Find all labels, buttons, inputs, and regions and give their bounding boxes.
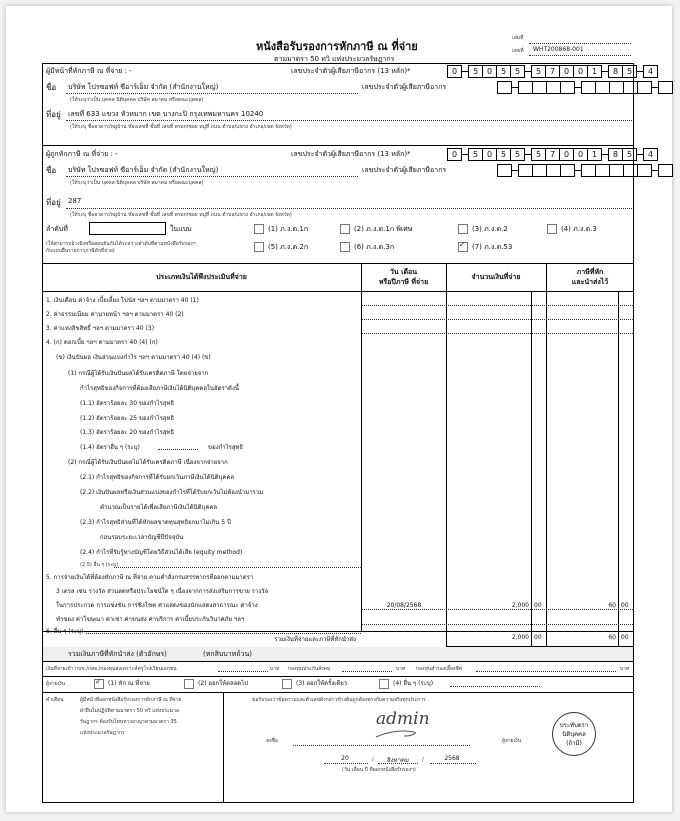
payment-amount-cents: 00	[534, 602, 542, 609]
warning-line-3: รัษฎากร ต้องรับโทษทางอาญาตามมาตรา 35	[80, 719, 177, 725]
stamp-text: นิติบุคคล	[562, 730, 586, 738]
payer-address-label: ที่อยู่	[46, 110, 61, 119]
digit: 0	[573, 66, 587, 77]
fund2-field[interactable]	[342, 671, 392, 672]
payer-sign-label: ผู้จ่ายเงิน	[502, 738, 522, 744]
form-option-pnd53[interactable]	[458, 242, 512, 253]
total-words-label: รวมเงินภาษีที่หักนำส่ง (ตัวอักษร)	[68, 650, 167, 658]
row-line	[362, 624, 633, 625]
option-label: (4) ภ.ง.ด.3	[561, 225, 597, 233]
option-label: (3) ออกให้ครั้งเดียว	[296, 680, 348, 687]
month-underline	[378, 763, 418, 764]
payer-type-other[interactable]	[379, 678, 433, 689]
digit: 5	[472, 66, 479, 76]
payee-taxid2-field[interactable]	[497, 164, 673, 176]
payer-name-value: บริษัท โปรซอฟท์ ซีอาร์เอ็ม จำกัด (สำนักงานใหญ่)	[68, 83, 219, 91]
checkbox-checked[interactable]	[458, 242, 468, 252]
payer-taxid2-label: เลขประจำตัวผู้เสียภาษีอากร	[362, 83, 447, 91]
income-row-2-2: (2.2) เงินปันผลหรือเงินส่วนแบ่งของกำไรที่ได้รับยกเว้นไม่ต้องนำมารวม	[80, 489, 264, 496]
fund3-field[interactable]	[476, 671, 616, 672]
payment-amount: 2,000	[511, 602, 529, 609]
checkbox[interactable]	[340, 224, 350, 234]
payee-section-label: ผู้ถูกหักภาษี ณ ที่จ่าย : -	[46, 150, 118, 158]
warning-line-2: ฝ่าฝืนไม่ปฏิบัติตามมาตรา 50 ทวิ แห่งประมวล	[80, 708, 179, 714]
divider	[223, 692, 224, 803]
checkbox[interactable]	[282, 679, 292, 689]
income-row-1-4: (1.4) อัตราอื่น ๆ (ระบุ)	[80, 444, 140, 451]
row-line	[362, 305, 633, 306]
total-tax-cents: 00	[621, 634, 629, 641]
cert-day: 20	[341, 755, 349, 762]
fund3-label: กองทุนสำรองเลี้ยงชีพ	[416, 666, 463, 672]
income-row-4b2: (2) กรณีผู้ได้รับเงินปันผลไม่ได้รับเครดิตภาษี เนื่องจากจ่ายจาก	[68, 459, 228, 466]
payee-address-hint: (ให้ระบุ ชื่ออาคาร/หมู่บ้าน ห้องเลขที่ ชั้นที่ เลขที่ ตรอก/ซอย หมู่ที่ ถนน ตำบล/แขวง อำเภอ/เขต จังหวัด)	[70, 212, 292, 218]
option-label: (3) ภ.ง.ด.2	[472, 225, 508, 233]
digit: 5	[535, 149, 542, 159]
row-line	[362, 609, 633, 610]
digit: 1	[587, 66, 601, 77]
checkbox[interactable]	[379, 679, 389, 689]
fund2-baht: บาท	[396, 666, 406, 672]
total-amount: 2,000	[511, 634, 529, 641]
signature: admin	[376, 709, 430, 729]
date-sep: /	[372, 757, 374, 763]
divider	[42, 145, 634, 146]
income-row-2-5: (2.5) อื่น ๆ (ระบุ)	[80, 562, 119, 568]
payer-address-hint: (ให้ระบุ ชื่ออาคาร/หมู่บ้าน ห้องเลขที่ ชั้นที่ เลขที่ ตรอก/ซอย หมู่ที่ ถนน ตำบล/แขวง อำเภอ/เขต จังหวัด)	[70, 124, 292, 130]
totals-top-border	[42, 631, 634, 632]
digit: 4	[647, 66, 654, 76]
payer-taxid2-field[interactable]	[497, 81, 673, 93]
payee-taxid-label: เลขประจำตัวผู้เสียภาษีอากร (13 หลัก)*	[291, 150, 411, 158]
header-amount: จำนวนเงินที่จ่าย	[471, 273, 521, 281]
payer-type-withhold[interactable]	[94, 678, 150, 689]
income-row-1-1: (1.1) อัตราร้อยละ 30 ของกำไรสุทธิ	[80, 400, 175, 407]
payee-name-label: ชื่อ	[46, 166, 57, 175]
certificate-page	[6, 6, 672, 812]
form-option-pnd3k[interactable]	[340, 242, 394, 253]
checkbox[interactable]	[254, 224, 264, 234]
tax-amount: 60	[608, 602, 616, 609]
col-divider	[546, 263, 547, 646]
seq-input[interactable]	[89, 222, 166, 235]
digit: 5	[535, 66, 542, 76]
payer-taxid-label: เลขประจำตัวผู้เสียภาษีอากร (13 หลัก)*	[291, 67, 411, 75]
fund2-label: กองทุนประกันสังคม	[288, 666, 331, 672]
income-row-4b1-cont: กำไรสุทธิของกิจการที่ต้องเสียภาษีเงินได้นิติบุคคลในอัตราดังนี้	[80, 385, 239, 392]
digit: 7	[545, 149, 559, 160]
checkbox[interactable]	[547, 224, 557, 234]
income-row-3: 3. ค่าแห่งลิขสิทธิ์ ฯลฯ ตามมาตรา 40 (3)	[46, 325, 155, 332]
income-row-1: 1. เงินเดือน ค่าจ้าง เบี้ยเลี้ยง โบนัส ฯลฯ ตามมาตรา 40 (1)	[46, 297, 199, 304]
header-tax-1: ภาษีที่หัก	[576, 268, 604, 276]
checkbox[interactable]	[184, 679, 194, 689]
header-date-2: หรือปีภาษี ที่จ่าย	[378, 278, 429, 286]
form-option-pnd1k[interactable]	[254, 224, 308, 235]
tax-amount-cents: 00	[621, 602, 629, 609]
header-income-type: ประเภทเงินได้พึงประเมินที่จ่าย	[156, 273, 247, 281]
income-row-5-cont3: ทำของ ค่าโฆษณา ค่าเช่า ค่าขนส่ง ค่าบริการ ค่าเบี้ยประกันวินาศภัย ฯลฯ	[56, 616, 245, 623]
col-divider	[618, 291, 619, 646]
digit: 5	[510, 66, 524, 77]
payee-address-label: ที่อยู่	[46, 198, 61, 207]
digit: 5	[510, 149, 524, 160]
doc-no-label: เลขที่	[512, 48, 524, 54]
form-option-pnd2k[interactable]	[254, 242, 308, 253]
payer-name-label: ชื่อ	[46, 83, 57, 92]
payer-taxid-field[interactable]	[447, 65, 658, 77]
date-hint: (วัน เดือน ปี ที่ออกหนังสือรับรองฯ)	[342, 767, 416, 773]
income-row-2-4: (2.4) กำไรที่รับรู้ทางบัญชีโดยวิธีส่วนได้เสีย (equity method)	[80, 549, 243, 556]
stamp-text: (ถ้ามี)	[566, 739, 582, 747]
income-row-2-2-cont: คำนวณเป็นรายได้เพื่อเสียภาษีเงินได้นิติบุคคล	[100, 504, 218, 511]
checkbox-checked[interactable]	[94, 679, 104, 689]
payee-address-value: 287	[68, 197, 82, 205]
payee-taxid-field[interactable]	[447, 148, 658, 160]
payer-section-label: ผู้มีหน้าที่หักภาษี ณ ที่จ่าย : -	[46, 67, 132, 75]
digit: 4	[647, 149, 654, 159]
fund1-field[interactable]	[218, 671, 268, 672]
digit: 0	[451, 66, 458, 76]
doc-no-value: WHT200868-001	[533, 46, 584, 53]
header-tax-2: และนำส่งไว้	[571, 278, 609, 286]
checkbox[interactable]	[458, 224, 468, 234]
income-row-1-3: (1.3) อัตราร้อยละ 20 ของกำไรสุทธิ	[80, 429, 175, 436]
company-stamp-placeholder	[552, 712, 596, 756]
form-option-pnd3[interactable]	[547, 224, 597, 235]
doc-no-underline	[529, 55, 631, 56]
digit: 0	[482, 149, 496, 160]
income-row-2: 2. ค่าธรรมเนียม ค่านายหน้า ฯลฯ ตามมาตรา 40 (2)	[46, 311, 184, 318]
date-sep: /	[422, 757, 424, 763]
payer-name-hint: (ให้ระบุว่าเป็น บุคคล นิติบุคคล บริษัท สมาคม หรือคณะบุคคล)	[70, 97, 204, 103]
digit: 7	[545, 66, 559, 77]
income-row-1-4-suffix: ของกำไรสุทธิ	[208, 444, 244, 451]
payee-address-underline	[66, 208, 632, 209]
other-specify-field[interactable]	[114, 567, 361, 568]
divider	[42, 676, 634, 677]
seq-hint-1: (ให้สามารถอ้างอิงหรือสอบยันกันได้ระหว่างลำดับที่ตามหนังสือรับรองฯ	[46, 241, 196, 247]
signature-flourish-icon	[374, 728, 424, 740]
digit: 0	[559, 149, 573, 160]
option-label: (2) ภ.ง.ด.1ก พิเศษ	[354, 225, 413, 233]
fund1-label: เงินที่จ่ายเข้า กบข./กสจ./กองทุนสงเคราะห์ครูโรงเรียนเอกชน	[46, 666, 177, 672]
payer-name-underline	[66, 93, 358, 94]
option-label: (7) ภ.ง.ด.53	[472, 243, 513, 251]
form-option-pnd1k-special[interactable]	[340, 224, 412, 235]
year-underline	[430, 763, 476, 764]
total-amount-cents: 00	[534, 634, 542, 641]
seq-label: ลำดับที่	[46, 225, 68, 233]
payer-type-always[interactable]	[184, 678, 248, 689]
payer-address-value: เลขที่ 633 แขวง หัวหมาก เขต บางกะปิ กรุงเทพมหานคร 10240	[68, 110, 264, 118]
digit: 0	[451, 149, 458, 159]
option-label: (6) ภ.ง.ด.3ก	[354, 243, 395, 251]
seq-hint-2: กับแบบยื่นรายการภาษีหักที่จ่าย)	[46, 248, 115, 254]
income-row-1-2: (1.2) อัตราร้อยละ 25 ของกำไรสุทธิ	[80, 415, 175, 422]
income-row-5-cont1: 3 เตรส เช่น รางวัล ส่วนลดหรือประโยชน์ใด ๆ เนื่องจากการส่งเสริมการขาย รางวัล	[56, 588, 269, 595]
fund1-baht: บาท	[270, 666, 280, 672]
digit: 8	[612, 66, 619, 76]
col-divider	[446, 263, 447, 646]
fund3-baht: บาท	[620, 666, 630, 672]
payee-taxid2-label: เลขประจำตัวผู้เสียภาษีอากร	[362, 166, 447, 174]
income-row-6: 6. อื่น ๆ (ระบุ)	[46, 628, 84, 635]
header-date-1: วัน เดือน	[389, 268, 418, 276]
warning-line-4: แห่งประมวลรัษฎากร	[80, 730, 125, 736]
payer-type-other-field[interactable]	[450, 686, 540, 687]
payer-type-label: ผู้จ่ายเงิน	[46, 681, 66, 687]
payer-address-underline	[66, 120, 632, 121]
divider	[42, 692, 634, 693]
option-label: (4) อื่น ๆ (ระบุ)	[393, 680, 434, 687]
rate-other-field[interactable]	[158, 449, 198, 450]
payee-name-value: บริษัท โปรซอฟท์ ซีอาร์เอ็ม จำกัด (สำนักงานใหญ่)	[68, 166, 219, 174]
checkbox[interactable]	[340, 242, 350, 252]
digit: 0	[559, 66, 573, 77]
digit: 5	[496, 66, 510, 77]
form-option-pnd2[interactable]	[458, 224, 508, 235]
income-row-5-cont2: ในการประกวด การแข่งขัน การชิงโชค ค่าแสดงของนักแสดงสาธารณะ ค่าจ้าง	[56, 602, 258, 609]
payee-name-underline	[66, 176, 358, 177]
book-no-field[interactable]	[529, 43, 631, 44]
row-line	[362, 333, 633, 334]
signature-line[interactable]	[293, 745, 470, 746]
income-row-4b1: (1) กรณีผู้ได้รับเงินปันผลได้รับเครดิตภาษี โดยจ่ายจาก	[68, 370, 209, 377]
income-row-4a: 4. (ก) ดอกเบี้ย ฯลฯ ตามมาตรา 40 (4) (ก)	[46, 339, 158, 346]
digit: 1	[587, 149, 601, 160]
in-form-label: ในแบบ	[170, 225, 192, 233]
option-label: (1) ภ.ง.ด.1ก	[268, 225, 309, 233]
total-words-value: (หกสิบบาทถ้วน)	[203, 650, 252, 658]
income-row-2-1: (2.1) กำไรสุทธิของกิจการที่ได้รับยกเว้นภาษีเงินได้นิติบุคคล	[80, 474, 235, 481]
payment-date: 20/08/2568	[386, 602, 422, 609]
sign-label: ลงชื่อ	[266, 738, 278, 744]
certify-statement: ขอรับรองว่าข้อความและตัวเลขดังกล่าวข้างต้นถูกต้องตรงกับความจริงทุกประการ	[252, 697, 426, 703]
digit: 5	[472, 149, 479, 159]
stamp-text: ประทับตรา	[559, 721, 589, 729]
payer-type-once[interactable]	[282, 678, 347, 689]
divider	[42, 661, 634, 662]
option-label: (5) ภ.ง.ด.2ก	[268, 243, 309, 251]
warning-label: คำเตือน	[46, 697, 64, 703]
cert-month: สิงหาคม	[387, 757, 409, 764]
option-label: (1) หัก ณ ที่จ่าย	[108, 680, 150, 687]
income-row-2-3: (2.3) กำไรสุทธิส่วนที่ได้หักผลขาดทุนสุทธิยกมาไม่เกิน 5 ปี	[80, 519, 231, 526]
income-row-5: 5. การจ่ายเงินได้ที่ต้องหักภาษี ณ ที่จ่าย ตามคำสั่งกรมสรรพากรที่ออกตามมาตรา	[46, 574, 254, 581]
cert-year: 2568	[444, 755, 460, 762]
option-label: (2) ออกให้ตลอดไป	[198, 680, 249, 687]
income-row-4b: (ข) เงินปันผล เงินส่วนแบ่งกำไร ฯลฯ ตามมาตรา 40 (4) (ข)	[56, 354, 211, 361]
warning-line-1: ผู้มีหน้าที่ออกหนังสือรับรองการหักภาษี ณ ที่จ่าย	[80, 697, 182, 703]
digit: 0	[482, 66, 496, 77]
checkbox[interactable]	[254, 242, 264, 252]
col-divider	[531, 291, 532, 646]
document-subtitle: ตามมาตรา 50 ทวิ แห่งประมวลรัษฎากร	[274, 55, 395, 63]
digit: 8	[612, 149, 619, 159]
income-row-2-3-cont: ก่อนรอบระยะเวลาบัญชีปีปัจจุบัน	[100, 534, 184, 541]
book-no-label: เล่มที่	[512, 35, 524, 41]
digit: 5	[622, 149, 636, 160]
row-line	[362, 319, 633, 320]
total-tax: 60	[608, 634, 616, 641]
document-title: หนังสือรับรองการหักภาษี ณ ที่จ่าย	[256, 40, 418, 53]
digit: 5	[496, 149, 510, 160]
digit: 0	[573, 149, 587, 160]
day-underline	[324, 763, 368, 764]
digit: 5	[622, 66, 636, 77]
total-label: รวมเงินที่จ่ายและภาษีที่หักนำส่ง	[274, 636, 356, 643]
payee-name-hint: (ให้ระบุว่าเป็น บุคคล นิติบุคคล บริษัท สมาคม หรือคณะบุคคล)	[70, 180, 204, 186]
